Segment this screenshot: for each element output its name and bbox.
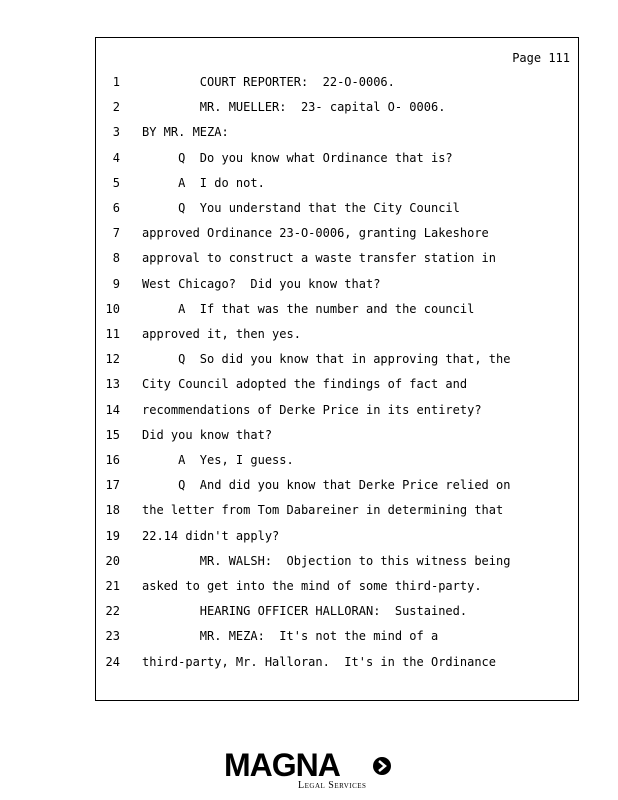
line-text: MR. MUELLER: 23- capital O- 0006. [142, 100, 446, 115]
transcript-line [96, 578, 578, 594]
transcript-line [96, 175, 578, 191]
line-text: West Chicago? Did you know that? [142, 276, 381, 291]
transcript-line [96, 326, 578, 342]
transcript-line [96, 402, 578, 418]
line-text: approval to construct a waste transfer station in [142, 251, 497, 266]
line-number: 19 [105, 528, 120, 543]
line-number: 17 [105, 478, 120, 493]
line-text: Did you know that? [142, 427, 273, 442]
line-number: 21 [105, 579, 120, 593]
line-text: the letter from Tom Dabareiner in determining that [142, 503, 504, 518]
line-number: 12 [105, 352, 120, 367]
transcript-line [96, 376, 578, 392]
line-text: City Council adopted the findings of fact and [142, 377, 468, 392]
logo-wordmark: MAGNA [224, 747, 340, 783]
transcript-line [96, 452, 578, 468]
line-text: HEARING OFFICER HALLORAN: Sustained. [142, 604, 468, 619]
line-number: 1 [112, 75, 120, 89]
line-text: BY MR. MEZA: [142, 125, 229, 140]
line-number: 6 [112, 201, 120, 215]
transcript-line [96, 628, 578, 644]
line-text: MR. MEZA: It's not the mind of a [142, 629, 439, 644]
transcript-line [96, 99, 578, 115]
line-number: 22 [105, 604, 120, 619]
line-number: 8 [112, 251, 120, 266]
transcript-line [96, 200, 578, 216]
transcript-line [96, 225, 578, 241]
transcript-line [96, 528, 578, 544]
line-number: 3 [112, 125, 120, 140]
line-text: A Yes, I guess. [142, 453, 294, 467]
transcript-line [96, 351, 578, 367]
line-text: 22.14 didn't apply? [142, 528, 280, 543]
line-number: 13 [105, 377, 120, 392]
line-number: 24 [105, 654, 120, 669]
line-number: 9 [112, 276, 120, 291]
transcript-line [96, 150, 578, 166]
transcript-line [96, 250, 578, 266]
line-text: Q You understand that the City Council [142, 201, 460, 215]
line-text: approved Ordinance 23-O-0006, granting Lakeshore [142, 226, 489, 241]
page-number: Page 111 [512, 51, 570, 65]
line-number: 14 [105, 402, 120, 417]
line-number: 23 [105, 629, 120, 644]
line-text: MR. WALSH: Objection to this witness being [142, 553, 511, 568]
transcript-line [96, 427, 578, 443]
line-text: A I do not. [142, 175, 265, 190]
line-number: 4 [112, 150, 120, 165]
arrow-circle-icon [372, 756, 392, 776]
line-text: COURT REPORTER: 22-O-0006. [142, 75, 395, 89]
transcript-line [96, 301, 578, 317]
line-number: 15 [105, 427, 120, 442]
transcript-page [95, 37, 579, 701]
logo-subtitle: Legal Services [298, 780, 367, 791]
line-number: 11 [105, 327, 120, 341]
line-text: asked to get into the mind of some third-party. [142, 579, 482, 593]
line-number: 10 [105, 301, 120, 316]
transcript-line [96, 553, 578, 569]
line-number: 20 [105, 553, 120, 568]
line-number: 7 [112, 226, 120, 241]
line-number: 18 [105, 503, 120, 518]
transcript-line [96, 477, 578, 493]
line-number: 16 [105, 453, 120, 467]
line-text: Q And did you know that Derke Price relied on [142, 478, 511, 493]
line-text: third-party, Mr. Halloran. It's in the Ordinance [142, 654, 497, 669]
line-number: 5 [112, 175, 120, 190]
line-text: Q So did you know that in approving that, the [142, 352, 511, 367]
transcript-line [96, 654, 578, 670]
line-text: approved it, then yes. [142, 327, 301, 341]
line-number: 2 [112, 100, 120, 115]
transcript-line [96, 502, 578, 518]
transcript-line [96, 124, 578, 140]
line-text: Q Do you know what Ordinance that is? [142, 150, 453, 165]
transcript-line [96, 276, 578, 292]
magna-logo [224, 748, 394, 794]
line-text: A If that was the number and the council [142, 301, 475, 316]
transcript-line [96, 74, 578, 90]
transcript-line [96, 603, 578, 619]
line-text: recommendations of Derke Price in its entirety? [142, 402, 482, 417]
